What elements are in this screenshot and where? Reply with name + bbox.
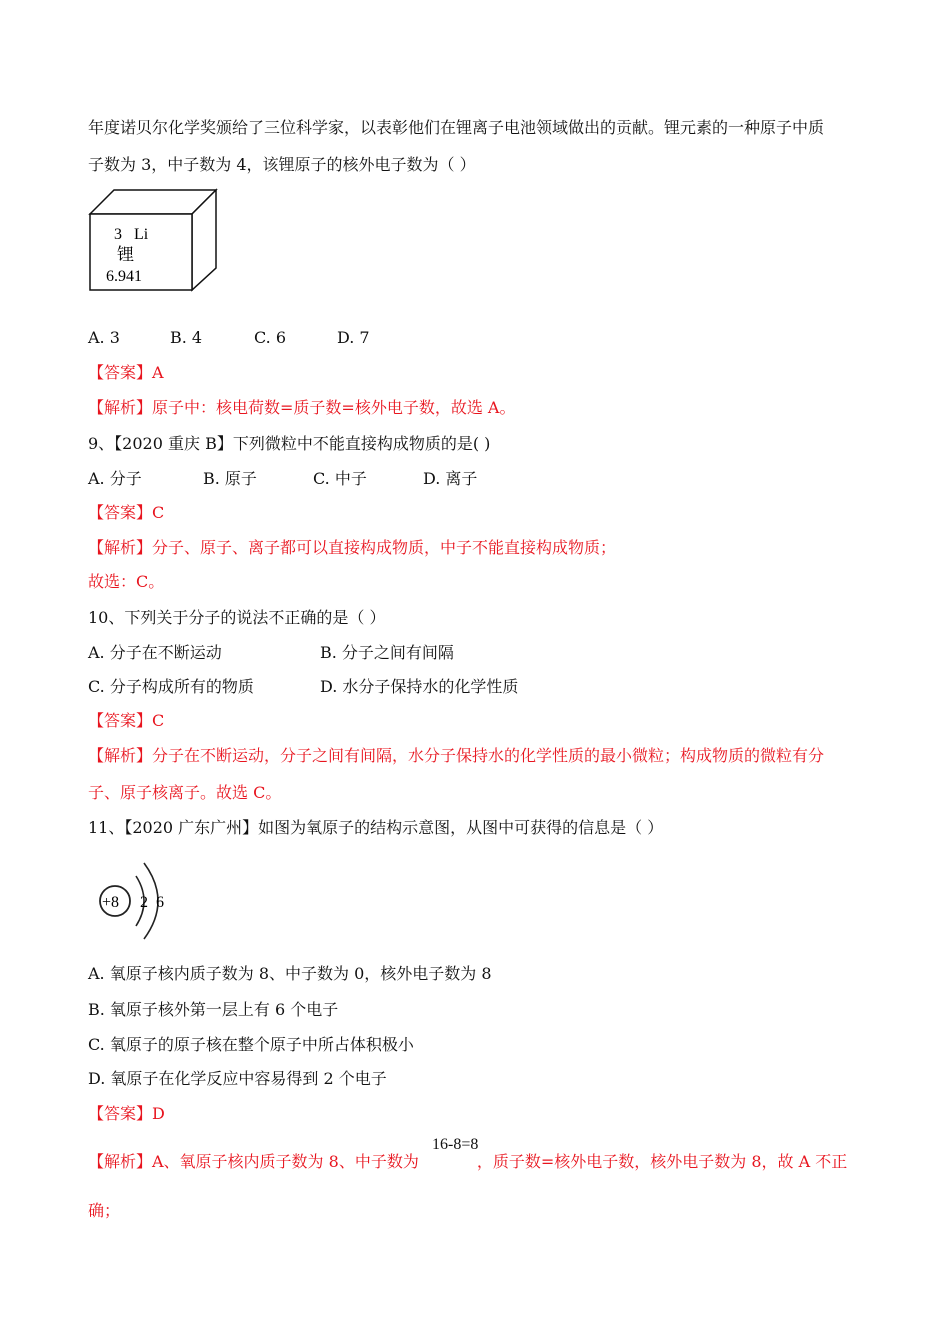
shell1-electrons: 2 (140, 894, 148, 911)
q8-stem-line1: 年度诺贝尔化学奖颁给了三位科学家，以表彰他们在锂离子电池领域做出的贡献。锂元素的一种原子中质 (88, 118, 825, 137)
q8-option-a: A. 3 (88, 328, 120, 347)
q11-option-c: C. 氧原子的原子核在整个原子中所占体积极小 (88, 1035, 414, 1054)
q10-answer: 【答案】C (88, 711, 165, 730)
q9-option-b: B. 原子 (203, 469, 257, 488)
q10-option-b: B. 分子之间有间隔 (320, 643, 454, 662)
shell2-electrons: 6 (156, 894, 164, 911)
q8-option-d: D. 7 (337, 328, 370, 347)
q9-answer: 【答案】C (88, 503, 165, 522)
q9-stem: 9、【2020 重庆 B】下列微粒中不能直接构成物质的是( ) (88, 434, 491, 453)
q11-option-b: B. 氧原子核外第一层上有 6 个电子 (88, 1000, 339, 1019)
lithium-element-card (88, 188, 224, 294)
q10-analysis-line1: 【解析】分子在不断运动，分子之间有间隔，水分子保持水的化学性质的最小微粒；构成物质的微粒有分 (88, 746, 825, 765)
q11-analysis-part2: ，质子数=核外电子数，核外电子数为 8，故 A 不正 (476, 1152, 848, 1171)
q9-option-d: D. 离子 (423, 469, 478, 488)
q8-option-c: C. 6 (254, 328, 287, 347)
q11-analysis-line1 (88, 1152, 847, 1172)
q8-option-b: B. 4 (170, 328, 203, 347)
oxygen-atom-diagram (94, 858, 184, 944)
q8-stem-line2: 子数为 3，中子数为 4，该锂原子的核外电子数为（ ） (88, 155, 476, 174)
q10-option-d: D. 水分子保持水的化学性质 (320, 677, 519, 696)
q11-stem: 11、【2020 广东广州】如图为氧原子的结构示意图，从图中可获得的信息是（ ） (88, 818, 664, 837)
q10-analysis-line2: 子、原子核离子。故选 C。 (88, 783, 282, 802)
q9-analysis-line1: 【解析】分子、原子、离子都可以直接构成物质，中子不能直接构成物质； (88, 538, 617, 557)
q9-analysis-line2: 故选：C。 (88, 572, 165, 591)
q10-stem: 10、下列关于分子的说法不正确的是（ ） (88, 608, 386, 627)
q10-option-c: C. 分子构成所有的物质 (88, 677, 254, 696)
q11-analysis-formula: 16-8=8 (432, 1136, 479, 1153)
element-mass: 6.941 (106, 268, 142, 285)
q8-analysis: 【解析】原子中：核电荷数=质子数=核外电子数，故选 A。 (88, 398, 516, 417)
q11-option-a: A. 氧原子核内质子数为 8、中子数为 0，核外电子数为 8 (88, 964, 492, 983)
element-symbol: Li (134, 226, 149, 243)
q11-analysis-line2: 确； (88, 1201, 121, 1220)
element-number: 3 (114, 226, 122, 243)
q8-answer: 【答案】A (88, 363, 164, 382)
element-name: 锂 (117, 245, 134, 264)
q10-option-a: A. 分子在不断运动 (88, 643, 222, 662)
q9-option-c: C. 中子 (313, 469, 367, 488)
q9-option-a: A. 分子 (88, 469, 142, 488)
q11-answer: 【答案】D (88, 1104, 165, 1123)
nucleus-charge: +8 (102, 894, 120, 911)
q11-analysis-part1: 【解析】A、氧原子核内质子数为 8、中子数为 (88, 1152, 419, 1171)
q11-option-d: D. 氧原子在化学反应中容易得到 2 个电子 (88, 1069, 387, 1088)
